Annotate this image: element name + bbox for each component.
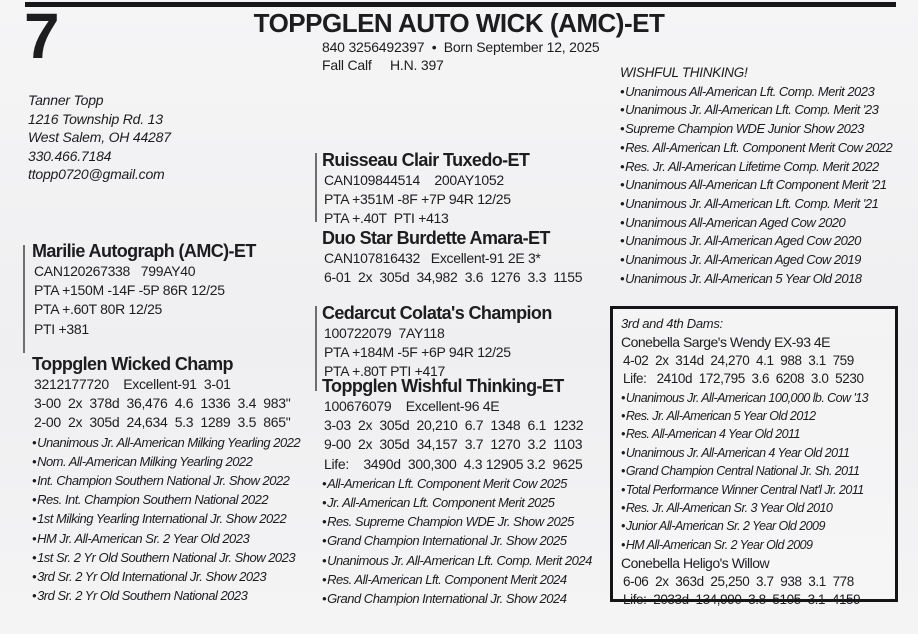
highlights-title: WISHFUL THINKING! xyxy=(620,65,748,80)
award-bullet: • Res. All-American Lft. Component Merit 2024 xyxy=(322,570,592,589)
pedigree-line: CAN120267338 799AY40 xyxy=(34,263,196,279)
pedigree-section-sires-sire xyxy=(322,149,529,229)
animal-name: Ruisseau Clair Tuxedo-ET xyxy=(322,150,530,170)
animal-name: Toppglen Wicked Champ xyxy=(32,354,233,374)
pedigree-section-sire xyxy=(32,240,256,339)
award-bullet: • Nom. All-American Milking Yearling 2022 xyxy=(32,452,300,471)
award-bullet: • Unanimous Jr. All-American Aged Cow 2019 xyxy=(620,251,916,270)
top-rule xyxy=(25,2,896,7)
award-bullet: • Unanimous All-American Lft Component Merit '21 xyxy=(620,176,916,195)
animal-name: Duo Star Burdette Amara-ET xyxy=(322,228,550,248)
consignor-block xyxy=(28,91,171,184)
award-bullet: • Res. Jr. All-American 5 Year Old 2012 xyxy=(621,407,887,425)
award-bullet: • Unanimous All-American Aged Cow 2020 xyxy=(620,214,916,233)
pedigree-line: 100722079 7AY118 xyxy=(324,325,445,341)
production-record: Life: 3490d 300,300 4.3 12905 3.2 9625 xyxy=(324,455,583,472)
production-record: 2-00 2x 305d 24,634 5.3 1289 3.5 865" xyxy=(34,414,291,431)
pedigree-line: PTA +.80T PTI +417 xyxy=(324,363,445,380)
pedigree-line: PTA +.40T PTI +413 xyxy=(324,210,449,227)
production-record: Life: 2033d 134,990 3.8 5105 3.1 4159 xyxy=(623,592,861,608)
calf-type-line: Fall Calf H.N. 397 xyxy=(322,57,444,73)
award-bullet: • Unanimous Jr. All-American 4 Year Old 2011 xyxy=(621,444,887,462)
registration-birth-line: 840 3256492397 • Born September 12, 2025 xyxy=(322,39,600,55)
award-bullet: • Unanimous Jr. All-American Lft. Comp. Merit 2024 xyxy=(322,551,592,570)
award-bullet: • Unanimous Jr. All-American Lft. Comp. Merit '21 xyxy=(620,195,916,214)
award-bullet: • Unanimous Jr. All-American Lft. Comp. Merit '23 xyxy=(620,101,916,120)
pedigree-line: CAN109844514 200AY1052 xyxy=(324,172,504,188)
award-bullet: • Grand Champion International Jr. Show 2024 xyxy=(322,589,592,608)
award-bullet: • Jr. All-American Lft. Component Merit 2025 xyxy=(322,493,592,512)
animal-name: Marilie Autograph (AMC)-ET xyxy=(32,241,256,261)
lot-number: 7 xyxy=(24,0,57,72)
production-record: 4-02 2x 314d 24,270 4.1 988 3.1 759 xyxy=(623,352,854,368)
consignor-email: ttopp0720@gmail.com xyxy=(28,166,165,183)
award-bullet: • Res. Jr. All-American Lifetime Comp. Merit 2022 xyxy=(620,158,916,177)
award-bullet: • Junior All-American Sr. 2 Year Old 2009 xyxy=(621,517,887,535)
award-bullet: • HM Jr. All-American Sr. 2 Year Old 2023 xyxy=(32,529,300,548)
award-bullet: • Res. Jr. All-American Sr. 3 Year Old 2010 xyxy=(621,499,887,517)
award-bullet: • All-American Lft. Component Merit Cow 2025 xyxy=(322,474,592,493)
pedigree-line: PTA +184M -5F +6P 94R 12/25 xyxy=(324,344,511,361)
pedigree-line: PTI +381 xyxy=(34,320,89,337)
pedigree-bracket-line xyxy=(315,153,317,222)
pedigree-line: PTA +150M -14F -5P 86R 12/25 xyxy=(34,282,225,299)
pedigree-line: 3212177720 Excellent-91 3-01 xyxy=(34,376,231,392)
award-bullet: • Res. All-American Lft. Component Merit Cow 2022 xyxy=(620,139,916,158)
production-record: 3-00 2x 378d 36,476 4.6 1336 3.4 983" xyxy=(34,395,291,412)
award-bullet: • Unanimous Jr. All-American Milking Yearling 2022 xyxy=(32,433,300,452)
pedigree-section-sires-dam xyxy=(322,227,582,287)
award-bullet: • Total Performance Winner Central Nat'l Jr. 2011 xyxy=(621,481,887,499)
pedigree-bracket-line xyxy=(315,306,317,391)
consignor-name: Tanner Topp xyxy=(28,92,104,108)
production-record: Life: 2410d 172,795 3.6 6208 3.0 5230 xyxy=(623,371,864,387)
animal-name: Cedarcut Colata's Champion xyxy=(322,303,552,323)
consignor-phone: 330.466.7184 xyxy=(28,147,112,164)
award-bullet: • 1st Milking Yearling International Jr. Show 2022 xyxy=(32,509,300,528)
award-bullet: • Res. Supreme Champion WDE Jr. Show 2025 xyxy=(322,512,592,531)
pedigree-bracket-line xyxy=(23,245,25,353)
award-bullet: • Grand Champion Central National Jr. Sh. 2011 xyxy=(621,462,887,480)
animal-name: Toppglen Wishful Thinking-ET xyxy=(322,376,564,396)
pedigree-line: CAN107816432 Excellent-91 2E 3* xyxy=(324,250,541,266)
pedigree-section-dams-dam xyxy=(322,375,592,608)
animal-title: TOPPGLEN AUTO WICK (AMC)-ET xyxy=(253,8,665,38)
third-fourth-dams-box xyxy=(610,306,898,608)
highlights-block xyxy=(620,64,916,288)
dams-box-heading: 3rd and 4th Dams: xyxy=(621,316,723,331)
award-bullet: • Int. Champion Southern National Jr. Show 2022 xyxy=(32,471,300,490)
award-bullet: • 1st Sr. 2 Yr Old Southern National Jr. Show 2023 xyxy=(32,548,300,567)
animal-name: Conebella Heligo's Willow xyxy=(621,555,770,572)
award-bullet: • 3rd Sr. 2 Yr Old Southern National 2023 xyxy=(32,586,300,605)
award-bullet: • Supreme Champion WDE Junior Show 2023 xyxy=(620,120,916,139)
pedigree-section-dam xyxy=(32,353,300,605)
consignor-address1: 1216 Township Rd. 13 xyxy=(28,110,163,127)
pedigree-section-dams-sire xyxy=(322,302,552,382)
pedigree-line: PTA +.60T 80R 12/25 xyxy=(34,301,163,318)
production-record: 9-00 2x 305d 34,157 3.7 1270 3.2 1103 xyxy=(324,436,583,453)
pedigree-line: PTA +351M -8F +7P 94R 12/25 xyxy=(324,191,511,208)
award-bullet: • Unanimous Jr. All-American 5 Year Old 2018 xyxy=(620,270,916,289)
animal-name: Conebella Sarge's Wendy EX-93 4E xyxy=(621,334,830,351)
award-bullet: • Res. All-American 4 Year Old 2011 xyxy=(621,425,887,443)
award-bullet: • Unanimous Jr. All-American 100,000 lb. Cow '13 xyxy=(621,389,887,407)
award-bullet: • Unanimous All-American Lft. Comp. Merit 2023 xyxy=(620,83,916,102)
award-bullet: • Grand Champion International Jr. Show 2025 xyxy=(322,531,592,550)
consignor-address2: West Salem, OH 44287 xyxy=(28,129,171,146)
production-record: 6-01 2x 305d 34,982 3.6 1276 3.3 1155 xyxy=(324,269,583,286)
award-bullet: • Unanimous Jr. All-American Aged Cow 2020 xyxy=(620,232,916,251)
award-bullet: • Res. Int. Champion Southern National 2022 xyxy=(32,490,300,509)
award-bullet: • 3rd Sr. 2 Yr Old International Jr. Show 2023 xyxy=(32,567,300,586)
award-bullet: • HM All-American Sr. 2 Year Old 2009 xyxy=(621,536,887,554)
production-record: 3-03 2x 305d 20,210 6.7 1348 6.1 1232 xyxy=(324,417,584,434)
production-record: 6-06 2x 363d 25,250 3.7 938 3.1 778 xyxy=(623,573,854,589)
pedigree-line: 100676079 Excellent-96 4E xyxy=(324,398,500,414)
